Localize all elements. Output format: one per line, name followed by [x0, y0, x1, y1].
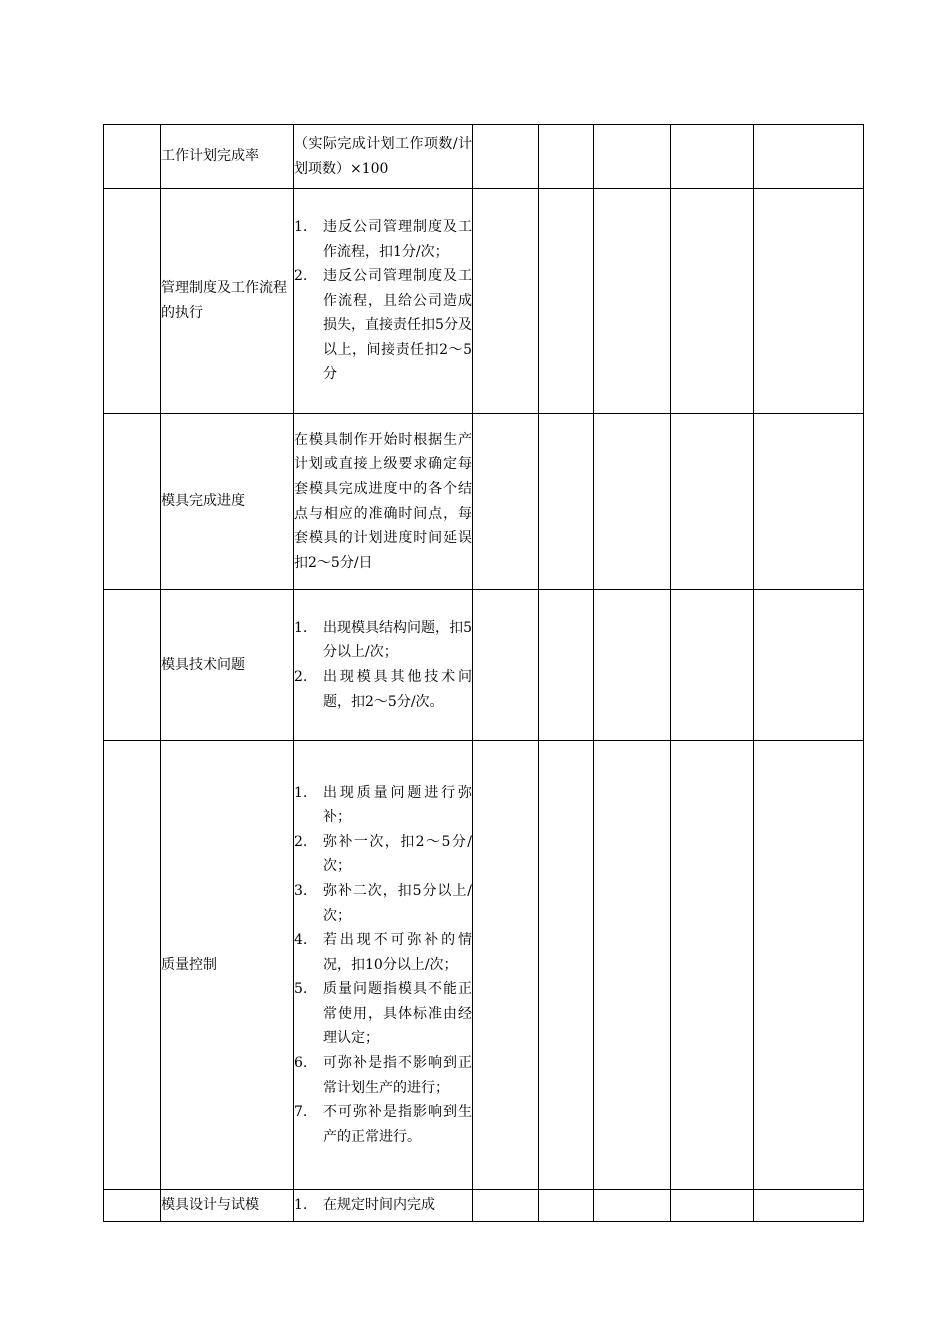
empty-cell [754, 189, 864, 414]
category-cell: 工作计划完成率 [161, 125, 294, 189]
empty-cell [671, 590, 754, 741]
empty-cell [671, 414, 754, 590]
item-text: 若出现不可弥补的情况，扣10分以上/次； [323, 932, 472, 973]
empty-cell [594, 590, 671, 741]
empty-cell [104, 189, 161, 414]
empty-cell [104, 741, 161, 1190]
criteria-item [294, 1051, 472, 1100]
category-cell: 管理制度及工作流程的执行 [161, 189, 294, 414]
criteria-item [294, 977, 472, 1051]
empty-cell [754, 125, 864, 189]
item-text: 出现模具结构问题，扣5分以上/次； [323, 619, 472, 661]
assessment-table [103, 124, 864, 1222]
category-cell: 质量控制 [161, 741, 294, 1190]
empty-cell [539, 189, 594, 414]
empty-cell [104, 590, 161, 741]
empty-cell [594, 125, 671, 189]
category-cell: 模具完成进度 [161, 414, 294, 590]
item-number: 7. [294, 1104, 308, 1121]
criteria-cell [294, 189, 473, 414]
empty-cell [104, 125, 161, 189]
empty-cell [473, 1190, 539, 1222]
empty-cell [594, 189, 671, 414]
table-row [104, 125, 864, 189]
item-text: 在规定时间内完成 [323, 1197, 435, 1214]
criteria-item [294, 1193, 472, 1218]
empty-cell [104, 414, 161, 590]
item-text: 违反公司管理制度及工作流程，且给公司造成损失，直接责任扣5分及以上，间接责任扣2～5分 [323, 268, 472, 383]
empty-cell [104, 1190, 161, 1222]
criteria-item [294, 928, 472, 977]
table-row [104, 414, 864, 590]
category-cell: 模具设计与试模 [161, 1190, 294, 1222]
empty-cell [754, 590, 864, 741]
item-number: 2. [294, 669, 308, 685]
empty-cell [754, 414, 864, 590]
criteria-item [294, 781, 472, 830]
table-row [104, 189, 864, 414]
empty-cell [754, 1190, 864, 1222]
empty-cell [671, 189, 754, 414]
item-text: 出现质量问题进行弥补； [323, 784, 472, 826]
criteria-cell [294, 741, 473, 1190]
table-row [104, 741, 864, 1190]
criteria-item [294, 215, 472, 264]
item-text: 不可弥补是指影响到生产的正常进行。 [323, 1104, 472, 1145]
empty-cell [539, 414, 594, 590]
item-number: 1. [294, 784, 308, 801]
item-number: 6. [294, 1055, 308, 1072]
item-number: 1. [294, 619, 308, 636]
item-number: 3. [294, 882, 308, 899]
item-text: 弥补二次，扣5分以上/次； [323, 882, 472, 924]
criteria-cell [294, 1190, 473, 1222]
criteria-cell: （实际完成计划工作项数/计划项数）×100 [294, 125, 473, 189]
empty-cell [473, 590, 539, 741]
criteria-item [294, 665, 472, 714]
item-number: 4. [294, 932, 308, 949]
item-text: 违反公司管理制度及工作流程，扣1分/次； [323, 218, 472, 260]
empty-cell [539, 125, 594, 189]
criteria-cell: 在模具制作开始时根据生产计划或直接上级要求确定每套模具完成进度中的各个结点与相应的准确时间点，每套模具的计划进度时间延误扣2～5分/日 [294, 414, 473, 590]
empty-cell [539, 741, 594, 1190]
criteria-cell [294, 590, 473, 741]
empty-cell [473, 189, 539, 414]
empty-cell [539, 590, 594, 741]
empty-cell [594, 1190, 671, 1222]
item-text: 弥补一次，扣2～5分/次； [323, 833, 472, 875]
empty-cell [473, 414, 539, 590]
empty-cell [594, 741, 671, 1190]
criteria-item [294, 830, 472, 879]
empty-cell [473, 741, 539, 1190]
item-number: 2. [294, 833, 308, 850]
empty-cell [594, 414, 671, 590]
item-number: 2. [294, 268, 308, 285]
category-cell: 模具技术问题 [161, 590, 294, 741]
empty-cell [671, 1190, 754, 1222]
criteria-item [294, 616, 472, 665]
table-row [104, 1190, 864, 1222]
criteria-item [294, 1100, 472, 1149]
item-number: 5. [294, 981, 308, 998]
empty-cell [754, 741, 864, 1190]
item-number: 1. [294, 218, 308, 235]
empty-cell [671, 125, 754, 189]
empty-cell [671, 741, 754, 1190]
criteria-item [294, 879, 472, 928]
criteria-item [294, 264, 472, 387]
item-text: 可弥补是指不影响到正常计划生产的进行； [323, 1055, 472, 1096]
table-row [104, 590, 864, 741]
item-number: 1. [294, 1197, 308, 1214]
empty-cell [473, 125, 539, 189]
item-text: 质量问题指模具不能正常使用，具体标准由经理认定； [323, 981, 472, 1047]
empty-cell [539, 1190, 594, 1222]
item-text: 出现模具其他技术问题，扣2～5分/次。 [323, 669, 472, 710]
